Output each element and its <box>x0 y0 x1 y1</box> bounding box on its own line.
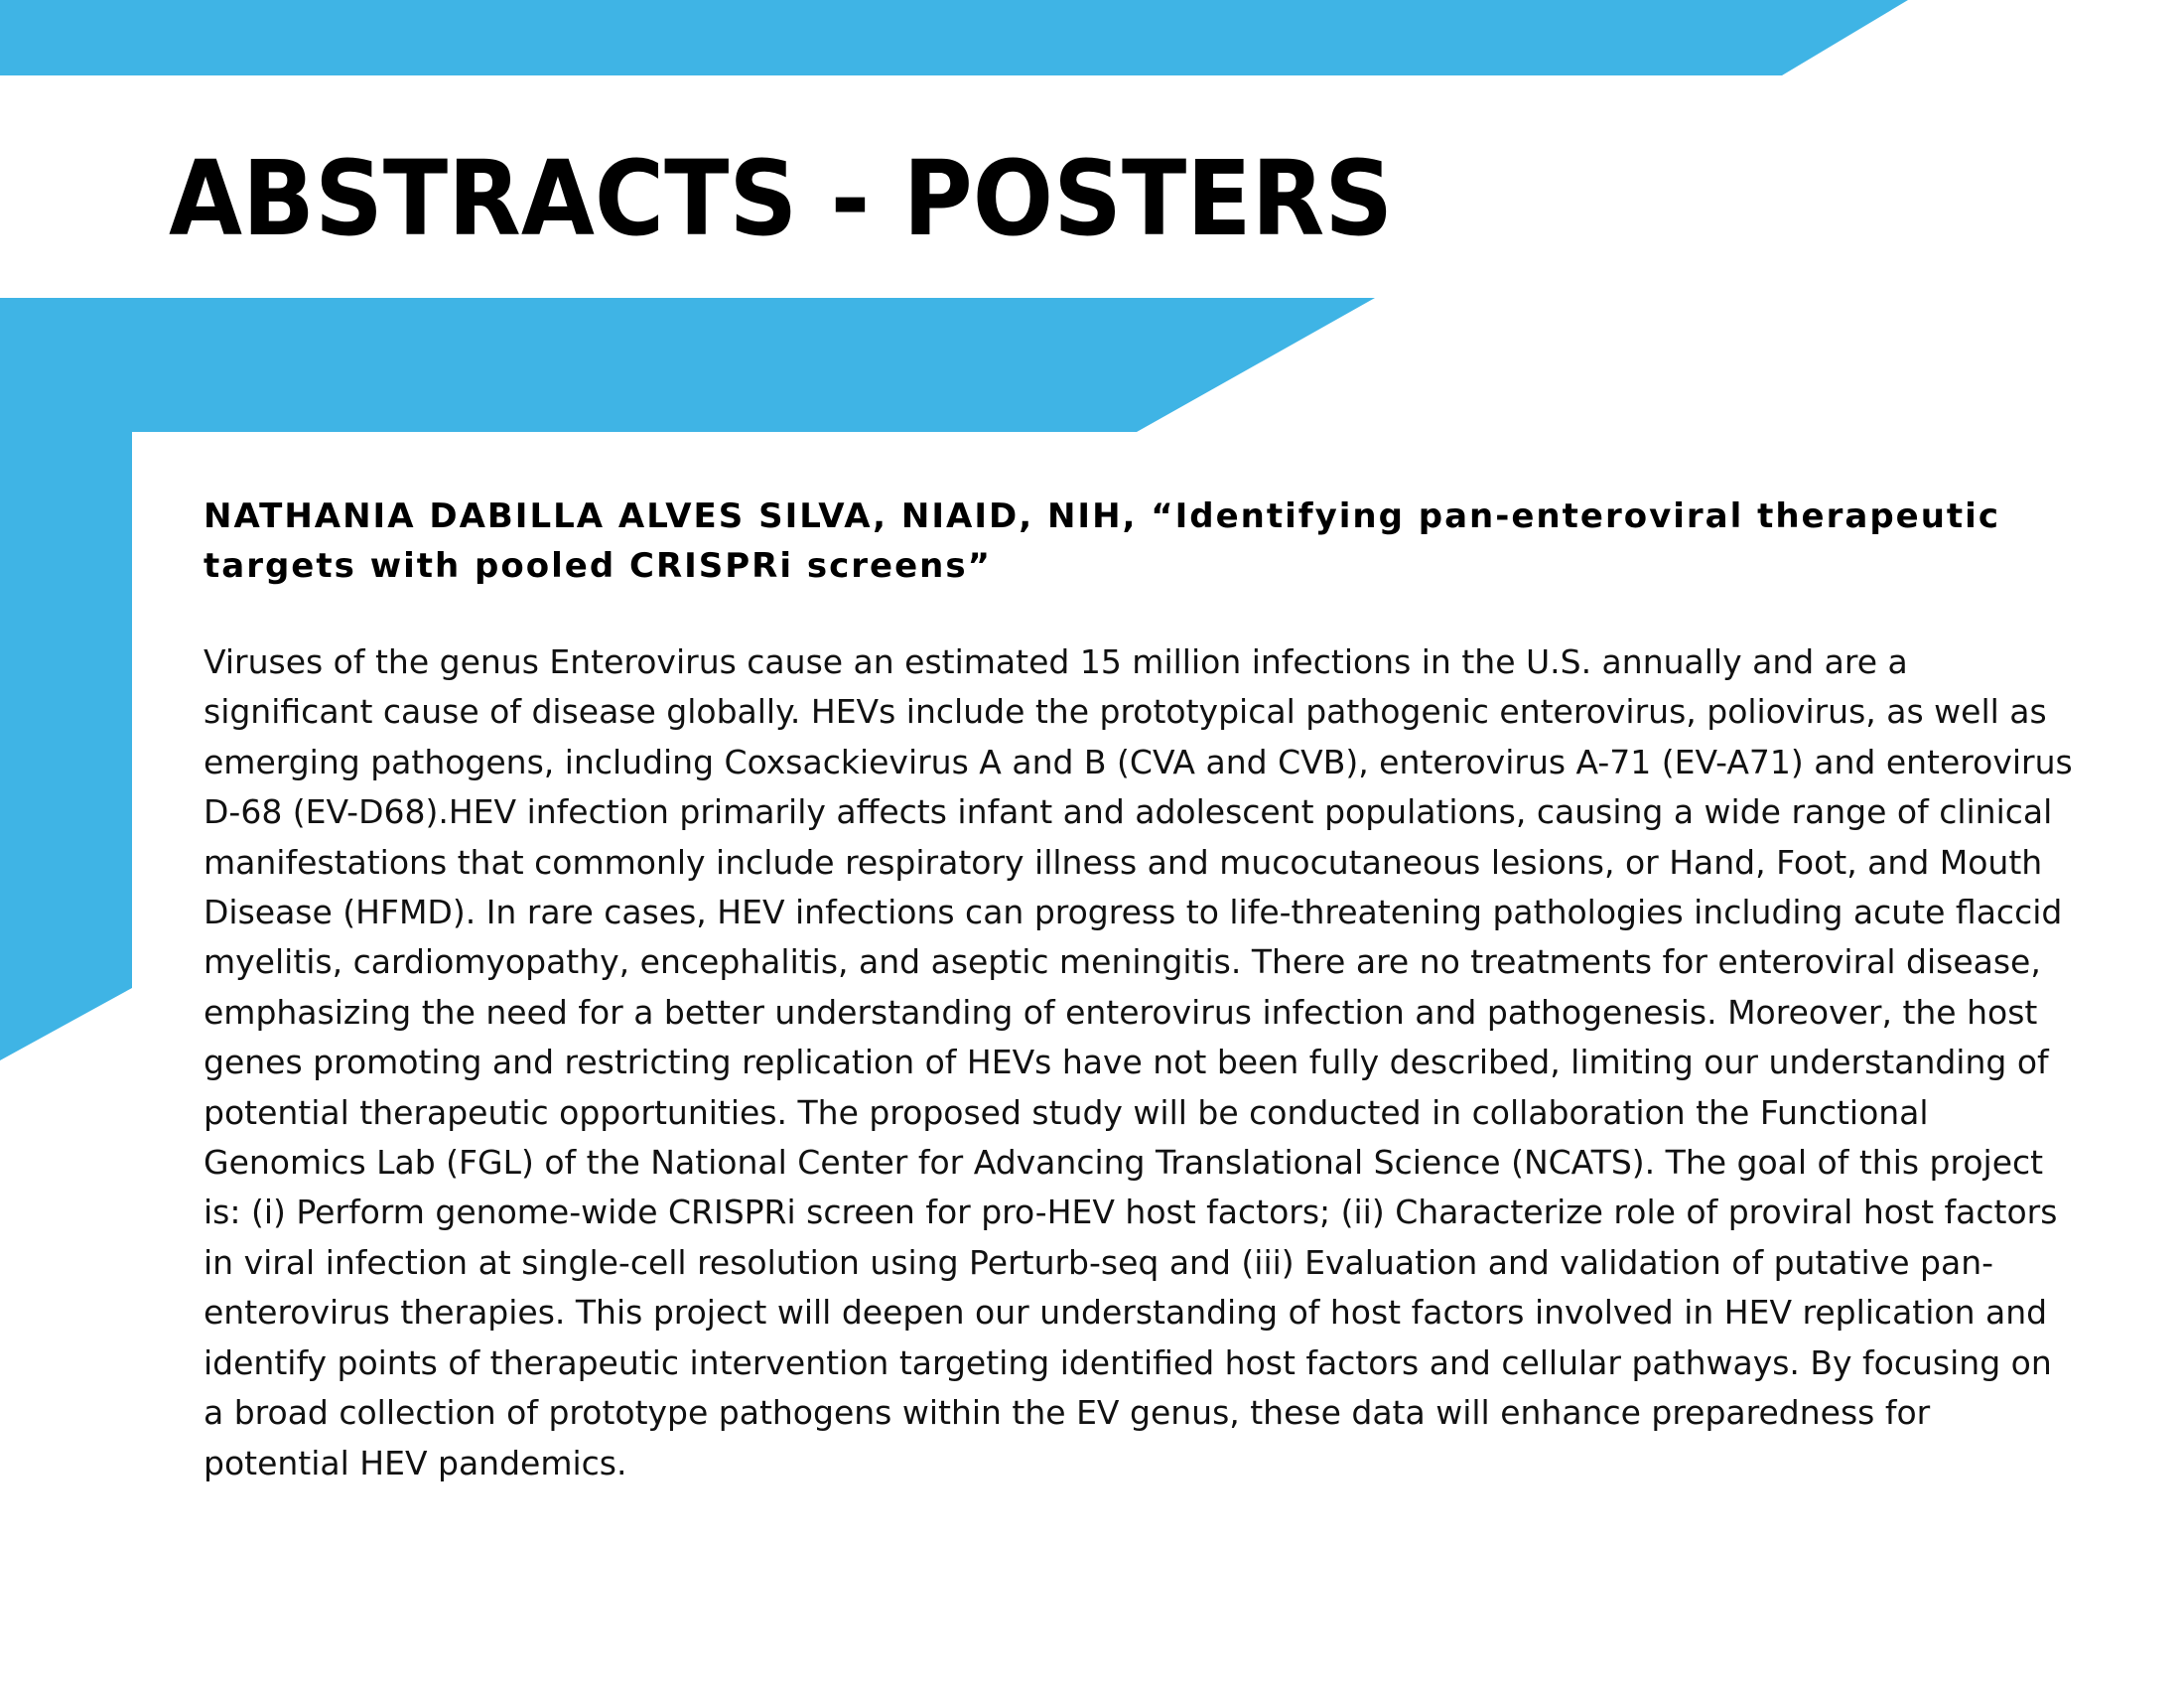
abstract-heading: NATHANIA DABILLA ALVES SILVA, NIAID, NIH, “Identifying pan-enteroviral therapeutic targets with pooled CRISPRi screens” <box>204 496 2000 586</box>
abstract-body: Viruses of the genus Enterovirus cause an estimated 15 million infections in the U.S. annually and are a significant cause of disease globally. HEVs include the prototypical pathogenic enterovirus, poliovirus, as well as emerging pathogens, including Coxsackievirus A and B (CVA and CVB), enterovirus A-71 (EV-A71) and enterovirus D-68 (EV-D68).HEV infection primarily affects infant and adolescent populations, causing a wide range of clinical manifestations that commonly include respiratory illness and mucocutaneous lesions, or Hand, Foot, and Mouth Disease (HFMD). In rare cases, HEV infections can progress to life-threatening pathologies including acute flaccid myelitis, cardiomyopathy, encephalitis, and aseptic meningitis. There are no treatments for enteroviral disease, emphasizing the need for a better understanding of enterovirus infection and pathogenesis. Moreover, the host genes promoting and restricting replication of HEVs have not been fully described, limiting our understanding of potential therapeutic opportunities. The proposed study will be conducted in collaboration the Functional Genomics Lab (FGL) of the National Center for Advancing Translational Science (NCATS). The goal of this project is: (i) Perform genome-wide CRISPRi screen for pro-HEV host factors; (ii) Characterize role of proviral host factors in viral infection at single-cell resolution using Perturb-seq and (iii) Evaluation and validation of putative pan-enterovirus therapies. This project will deepen our understanding of host factors involved in HEV replication and identify points of therapeutic intervention targeting identified host factors and cellular pathways. By focusing on a broad collection of prototype pathogens within the EV genus, these data will enhance preparedness for potential HEV pandemics. <box>204 642 2073 1482</box>
page-title: ABSTRACTS - POSTERS <box>169 138 1394 259</box>
top-accent-banner <box>0 0 1908 75</box>
